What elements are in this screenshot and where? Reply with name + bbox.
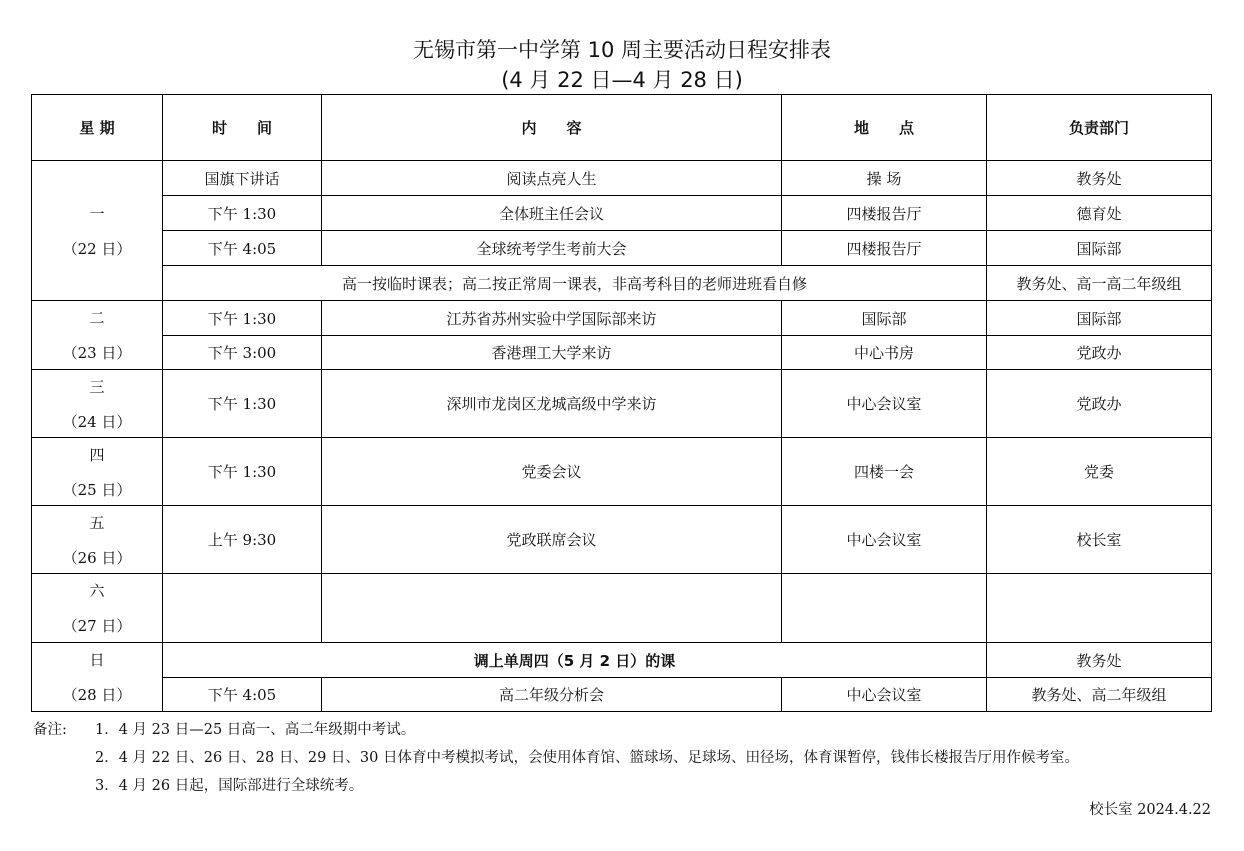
day-cell-friday	[32, 506, 163, 574]
day-name: 一	[89, 204, 105, 223]
day-date: （22 日）	[62, 239, 132, 258]
header-row	[32, 95, 1212, 161]
table-row	[32, 678, 1212, 712]
time-cell: 下午 1:30	[163, 196, 322, 231]
content-cell: 深圳市龙岗区龙城高级中学来访	[322, 370, 782, 438]
day-name: 三	[89, 377, 105, 396]
notes-label: 备注:	[33, 722, 67, 738]
dept-cell-empty	[987, 574, 1212, 643]
dept-cell: 教务处	[987, 643, 1212, 678]
place-cell: 操 场	[782, 161, 987, 196]
table-row	[32, 336, 1212, 370]
dept-cell: 教务处、高一高二年级组	[987, 266, 1212, 301]
table-row	[32, 438, 1212, 506]
day-name: 日	[89, 651, 105, 669]
note-text: 2．4 月 22 日、26 日、28 日、29 日、30 日体育中考模拟考试，会使用体育馆、篮球场、足球场、田径场，体育课暂停，钱伟长楼报告厅用作候考室。	[95, 750, 1079, 766]
content-cell: 全体班主任会议	[322, 196, 782, 231]
time-cell: 下午 1:30	[163, 301, 322, 336]
content-cell-merged: 高一按临时课表；高二按正常周一课表，非高考科目的老师进班看自修	[163, 266, 987, 301]
day-date: （24 日）	[62, 412, 132, 431]
content-cell: 江苏省苏州实验中学国际部来访	[322, 301, 782, 336]
place-cell: 中心会议室	[782, 506, 987, 574]
table-row	[32, 506, 1212, 574]
day-name: 六	[89, 582, 105, 600]
time-cell: 下午 1:30	[163, 370, 322, 438]
day-cell-tuesday	[32, 301, 163, 370]
header-dept: 负责部门	[987, 95, 1212, 161]
day-name: 四	[89, 445, 105, 464]
day-name: 五	[89, 513, 105, 532]
day-cell-monday	[32, 161, 163, 301]
content-cell: 党政联席会议	[322, 506, 782, 574]
content-cell: 全球统考学生考前大会	[322, 231, 782, 266]
time-cell: 下午 4:05	[163, 678, 322, 712]
content-cell: 阅读点亮人生	[322, 161, 782, 196]
day-name: 二	[89, 309, 105, 327]
dept-cell: 校长室	[987, 506, 1212, 574]
day-cell-thursday	[32, 438, 163, 506]
table-row	[32, 301, 1212, 336]
content-cell: 党委会议	[322, 438, 782, 506]
table-row	[32, 574, 1212, 643]
content-cell-merged: 调上单周四（5 月 2 日）的课	[163, 643, 987, 678]
place-cell-empty	[782, 574, 987, 643]
place-cell: 四楼报告厅	[782, 231, 987, 266]
table-row	[32, 266, 1212, 301]
signature: 校长室 2024.4.22	[1089, 802, 1211, 818]
day-cell-sunday	[32, 643, 163, 712]
day-date: （27 日）	[62, 617, 132, 635]
time-cell: 下午 4:05	[163, 231, 322, 266]
day-date: （28 日）	[62, 686, 132, 704]
notes	[33, 716, 1079, 800]
page-subtitle: (4 月 22 日—4 月 28 日)	[501, 68, 743, 92]
time-cell: 上午 9:30	[163, 506, 322, 574]
place-cell: 国际部	[782, 301, 987, 336]
header-time: 时 间	[163, 95, 322, 161]
day-date: （23 日）	[62, 344, 132, 362]
dept-cell: 国际部	[987, 231, 1212, 266]
page-title: 无锡市第一中学第 10 周主要活动日程安排表	[412, 38, 832, 62]
header-content: 内 容	[322, 95, 782, 161]
day-date: （25 日）	[62, 480, 132, 499]
dept-cell: 国际部	[987, 301, 1212, 336]
time-cell: 下午 3:00	[163, 336, 322, 370]
dept-cell: 党委	[987, 438, 1212, 506]
table-row	[32, 161, 1212, 196]
time-cell: 下午 1:30	[163, 438, 322, 506]
content-cell: 高二年级分析会	[322, 678, 782, 712]
header-day: 星 期	[32, 95, 163, 161]
table-row	[32, 231, 1212, 266]
note-item	[33, 772, 1079, 800]
place-cell: 四楼报告厅	[782, 196, 987, 231]
place-cell: 中心会议室	[782, 678, 987, 712]
place-cell: 四楼一会	[782, 438, 987, 506]
content-cell: 香港理工大学来访	[322, 336, 782, 370]
day-date: （26 日）	[62, 548, 132, 567]
day-cell-wednesday	[32, 370, 163, 438]
place-cell: 中心书房	[782, 336, 987, 370]
note-item	[33, 744, 1079, 772]
header-place: 地 点	[782, 95, 987, 161]
time-cell-empty	[163, 574, 322, 643]
dept-cell: 党政办	[987, 370, 1212, 438]
content-cell-empty	[322, 574, 782, 643]
time-cell: 国旗下讲话	[163, 161, 322, 196]
dept-cell: 教务处	[987, 161, 1212, 196]
table-row	[32, 196, 1212, 231]
day-cell-saturday	[32, 574, 163, 643]
dept-cell: 德育处	[987, 196, 1212, 231]
note-text: 1．4 月 23 日—25 日高一、高二年级期中考试。	[95, 722, 416, 738]
dept-cell: 教务处、高二年级组	[987, 678, 1212, 712]
table-row	[32, 643, 1212, 678]
note-item	[33, 716, 1079, 744]
table-row	[32, 370, 1212, 438]
place-cell: 中心会议室	[782, 370, 987, 438]
schedule-table	[31, 94, 1212, 712]
dept-cell: 党政办	[987, 336, 1212, 370]
note-text: 3．4 月 26 日起，国际部进行全球统考。	[95, 778, 364, 794]
